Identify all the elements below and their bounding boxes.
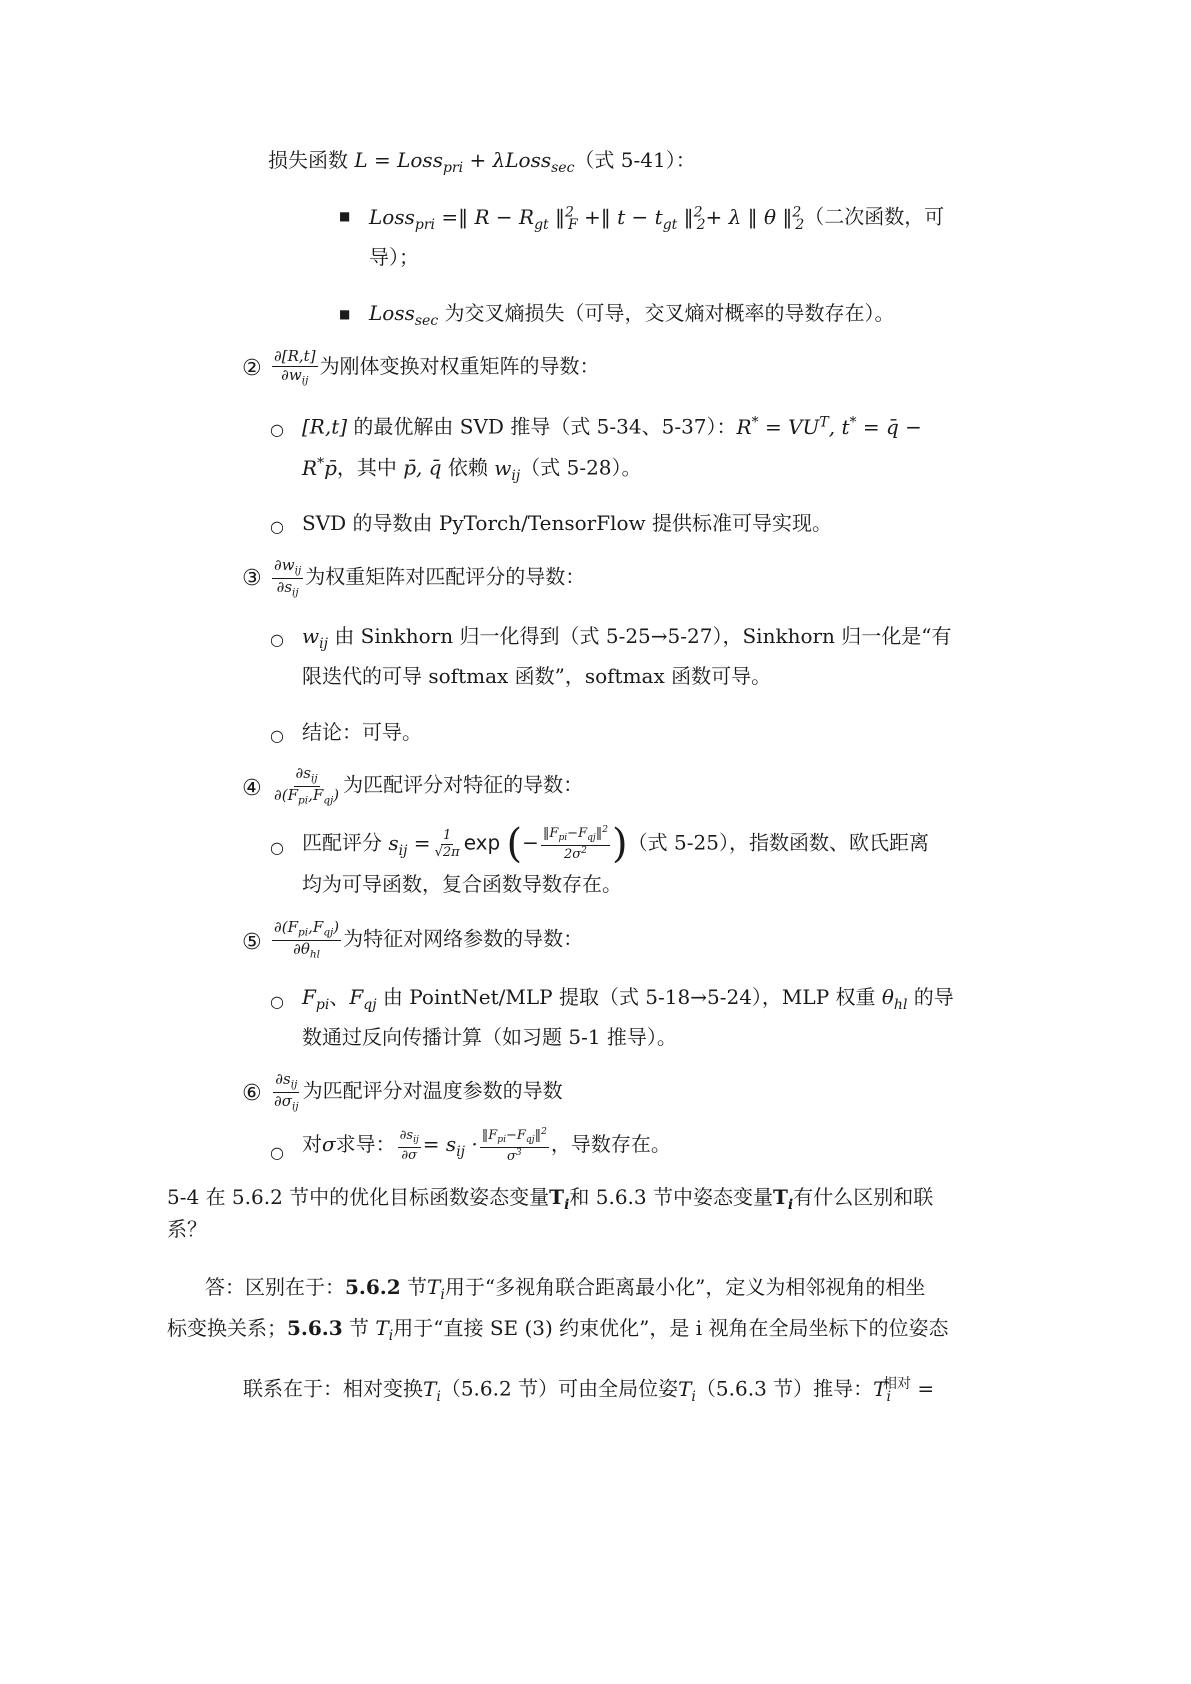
circled-number-6: ⑥: [242, 1081, 262, 1106]
section-5-title: 为特征对网络参数的导数：: [343, 926, 584, 951]
loss-ref: （式 5-41）：: [574, 148, 696, 172]
section-6-title: 为匹配评分对温度参数的导数: [302, 1078, 563, 1103]
norm-coefficient: $\frac{1}{√2\pi}$: [434, 827, 460, 860]
bullet-marker: ■: [339, 307, 351, 321]
derivative-F-over-theta: $\partial(F_{pi},F_{qj})$ $\partial\theta_{hl}$: [274, 918, 340, 961]
answer-line-1: [205, 1275, 925, 1304]
circle-bullet: ○: [270, 1143, 284, 1162]
question-text-3: 有什么区别和联: [793, 1185, 934, 1209]
section-3-title: 为权重矩阵对匹配评分的导数：: [305, 564, 586, 589]
circle-bullet: ○: [270, 726, 284, 745]
section-5-item-1: [302, 985, 954, 1014]
T-i: $T_i$: [375, 1316, 394, 1344]
depends-text: 依赖: [447, 455, 488, 480]
w-ij: $w_{ij}$: [302, 624, 328, 652]
section-562: 5.6.2: [345, 1275, 401, 1299]
question-5-4-cont: 系？: [167, 1217, 207, 1241]
section-3-item-2: 结论：可导。: [302, 720, 422, 744]
loss-sec-note: 为交叉熵损失（可导，交叉熵对概率的导数存在）。: [444, 301, 895, 325]
answer-563-desc: 用于“直接 SE (3) 约束优化”，是 i 视角在全局坐标下的位姿态: [393, 1316, 949, 1340]
bullet-loss-pri-cont: [369, 245, 419, 269]
F-qj: $F_{qj}$: [349, 985, 377, 1013]
section-2-item-1: [302, 414, 922, 439]
R-t-pair: [R,t]: [302, 414, 348, 439]
circle-bullet: ○: [270, 838, 284, 857]
section-2-item-2: SVD 的导数由 PyTorch/TensorFlow 提供标准可导实现。: [302, 511, 833, 535]
section-3-item-1-cont: 限迭代的可导 softmax 函数”，softmax 函数可导。: [302, 664, 772, 688]
eq-ref-528: （式 5-28）。: [520, 455, 642, 480]
question-text-1: 5-4 在 5.6.2 节中的优化目标函数姿态变量: [167, 1185, 550, 1209]
relation-lead: 联系在于：相对变换: [243, 1376, 423, 1401]
left-paren: (: [506, 821, 523, 867]
T-i-bold: $T_i$: [773, 1185, 794, 1213]
circle-bullet: ○: [270, 517, 284, 536]
relation-derive: （5.6.3 节）推导：: [695, 1376, 874, 1401]
F-pi: $F_{pi}$: [302, 985, 330, 1013]
circled-number-4: ④: [242, 776, 262, 801]
section-5-heading: [270, 920, 583, 960]
p-bar-q-bar: p̄, q̄: [403, 455, 442, 480]
section-2-heading: [270, 349, 600, 386]
where-text: ，其中: [336, 455, 397, 480]
exp-func: exp: [463, 830, 501, 855]
T-i: $T_i$: [678, 1376, 696, 1405]
pointnet-text: 由 PointNet/MLP 提取（式 5-18→5-24），MLP 权重: [382, 985, 876, 1009]
s-ij-eq: $s_{ij}$ =: [388, 830, 431, 859]
derivative-w-over-s: $\partial w_{ij}$ $\partial s_{ij}$: [274, 556, 302, 599]
bullet-loss-pri: [369, 204, 944, 233]
question-5-4: [167, 1185, 933, 1214]
loss-pri-note-cont: 导）；: [369, 245, 419, 269]
T-i: $T_i$: [423, 1376, 441, 1405]
svd-derivation-text: 的最优解由 SVD 推导（式 5-34、5-37）：: [353, 414, 737, 439]
relative-superscript: 相对: [882, 1376, 911, 1392]
circle-bullet: ○: [270, 420, 284, 439]
section-4-title: 为匹配评分对特征的导数：: [343, 772, 584, 797]
T-i-relative: $T_i$: [873, 1376, 891, 1405]
loss-formula: L = Loss$_{pri}$ + λLoss$_{sec}$: [354, 148, 575, 176]
section-word: 节: [400, 1275, 428, 1299]
r-star-p-bar: R*p̄: [302, 455, 337, 480]
bullet-marker: ■: [339, 209, 351, 223]
loss-prefix: 损失函数: [268, 148, 348, 172]
section-6-heading: [270, 1072, 563, 1112]
section-word: 节: [342, 1316, 376, 1340]
section-3-heading: [270, 558, 585, 598]
derivative-R-t-over-w: ∂[R,t] $\partial w_{ij}$: [274, 347, 316, 387]
sigma-deriv-fraction: $‖F_{pi}-F_{qj}‖^2$ $\sigma^3$: [481, 1127, 547, 1164]
loss-definition: [268, 148, 696, 177]
exp-argument: $‖F_{pi}-F_{qj}‖^2$ $2\sigma^2$: [542, 825, 609, 863]
section-2-item-1-cont: [302, 455, 642, 484]
with-respect-to: 对: [302, 1132, 322, 1157]
section-4-item-1: [302, 820, 929, 868]
right-paren: ): [612, 821, 628, 867]
loss-pri-note: （二次函数，可: [804, 204, 945, 229]
score-note: （式 5-25），指数函数、欧氏距离: [627, 830, 929, 855]
section-2-title: 为刚体变换对权重矩阵的导数：: [319, 354, 600, 379]
bullet-loss-sec: [369, 301, 895, 330]
answer-line-3: [243, 1376, 934, 1405]
circle-bullet: ○: [270, 630, 284, 649]
theta-hl: $\theta_{hl}$: [881, 985, 908, 1013]
answer-lead: 答：区别在于：: [205, 1275, 345, 1299]
answer-562-desc-cont: 标变换关系；: [167, 1316, 287, 1340]
derivative-word: 的导: [913, 985, 954, 1009]
section-563: 5.6.3: [287, 1316, 343, 1340]
equals-sign: =: [910, 1376, 935, 1401]
sinkhorn-text: 由 Sinkhorn 归一化得到（式 5-25→5-27），Sinkhorn 归一化是“有: [334, 624, 952, 648]
svd-solution-formula: $R^* = VU^T$, t* = q̄ −: [736, 414, 922, 439]
sigma-deriv-rhs: = $s_{ij}$ ·: [422, 1132, 478, 1161]
section-6-item-1: [302, 1128, 671, 1163]
derive-label: 求导：: [335, 1132, 396, 1157]
derivative-s-over-sigma: $\partial s_{ij}$ $\partial\sigma_{ij}$: [274, 1070, 299, 1113]
section-5-item-1-cont: 数通过反向传播计算（如习题 5-1 推导）。: [302, 1025, 677, 1049]
circled-number-2: ②: [242, 356, 262, 381]
derivative-s-over-F: $\partial s_{ij}$ $\partial(F_{pi},F_{qj})$: [274, 764, 340, 807]
answer-line-2: [167, 1316, 949, 1345]
T-i: $T_i$: [427, 1275, 445, 1303]
w-ij: $w_{ij}$: [494, 455, 521, 484]
sigma: σ: [322, 1132, 336, 1157]
relation-mid: （5.6.2 节）可由全局位姿: [440, 1376, 679, 1401]
enum-comma: 、: [329, 985, 350, 1009]
circle-bullet: ○: [270, 992, 284, 1011]
section-4-item-1-cont: 均为可导函数，复合函数导数存在。: [302, 872, 622, 896]
circled-number-3: ③: [242, 566, 262, 591]
section-3-item-1: [302, 624, 952, 653]
minus-sign: −: [522, 830, 539, 855]
question-text-2: 和 5.6.3 节中姿态变量: [569, 1185, 773, 1209]
score-label: 匹配评分: [302, 830, 382, 855]
loss-pri-formula: Loss$_{pri}$ =‖ $R - R_{gt}$ ‖$^2_F$ +‖ $t - t_{gt}$ ‖$^2_2$+ λ ‖ θ ‖$^2_2$: [369, 204, 805, 233]
answer-562-desc: 用于“多视角联合距离最小化”，定义为相邻视角的相坐: [444, 1275, 926, 1299]
circled-number-5: ⑤: [242, 930, 262, 955]
T-i-bold: $T_i$: [549, 1185, 570, 1213]
ds-dsigma: $\partial s_{ij}$ ∂σ: [399, 1128, 419, 1163]
loss-sec-formula: Loss$_{sec}$: [369, 301, 439, 329]
section-4-heading: [270, 766, 583, 806]
derivative-exists: ，导数存在。: [550, 1132, 671, 1157]
